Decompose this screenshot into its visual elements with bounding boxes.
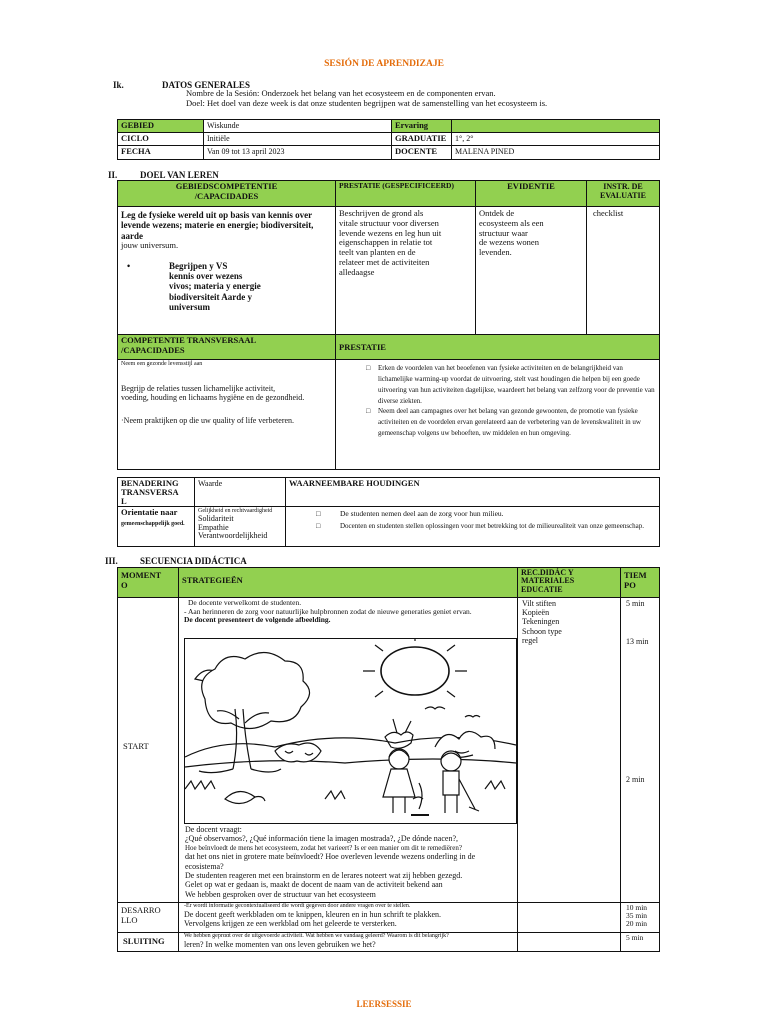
start-line-2: - Aan herinneren de zorg voor natuurlijke hulpbronnen zodat de nieuwe generaties geniet ervan.	[184, 606, 472, 616]
docente-label: DOCENTE	[391, 145, 452, 160]
closing-line-1: leren? In welke momenten van ons leven gebruiken we het?	[184, 939, 376, 949]
section-3-heading: SECUENCIA DIDÁCTICA	[140, 556, 247, 566]
graduatie-value: 1°, 2°	[451, 132, 660, 146]
attitude-2: Docenten en studenten stellen oplossingen voor met betrekking tot de milieurealiteit van onze gemeenschap.	[340, 521, 645, 530]
attitudes-cell	[285, 506, 660, 547]
section-1-number: Ik.	[113, 80, 124, 90]
bullet-icon: •	[127, 260, 131, 271]
instrument-text: checklist	[586, 206, 660, 335]
section-3-number: III.	[105, 556, 118, 566]
header-value: Waarde	[194, 477, 286, 507]
section-1-heading: DATOS GENERALES	[162, 80, 250, 90]
ervaring-label: Ervaring	[391, 119, 452, 133]
section-2-heading: DOEL VAN LEREN	[140, 170, 219, 180]
start-question-6: We hebben gesproken over de structuur van het ecosysteem	[185, 889, 376, 899]
ecosystem-drawing	[184, 638, 517, 824]
start-time-cell	[620, 597, 660, 903]
start-label: START	[123, 741, 149, 751]
header-moment: MOMENT O	[117, 567, 179, 598]
transversal-small-text: Neem een gezonde levensstijl aan	[121, 361, 203, 367]
time-5: 5 min	[620, 932, 660, 952]
closing-label: SLUITING	[117, 932, 179, 952]
header-transversal-competence: COMPETENTIE TRANSVERSAAL /CAPACIDADES	[117, 334, 336, 360]
start-moment-cell	[117, 597, 179, 903]
orientation-cell	[117, 506, 195, 547]
development-line-2: Vervolgens krijgen ze een werkblad om het geleerde te versterken.	[184, 919, 397, 929]
header-approach: BENADERING TRANSVERSA L	[117, 477, 195, 507]
checkbox-icon: □	[316, 509, 321, 518]
start-question-4: De studenten reageren met een brainstorm en de lerares noteert wat zij hebben gezegd.	[185, 871, 463, 880]
gebied-label: GEBIED	[117, 119, 204, 133]
header-performance-2: PRESTATIE	[335, 334, 660, 360]
header-performance: PRESTATIE (GESPECIFICEERD)	[335, 180, 476, 207]
start-question-1: ¿Qué observamos?, ¿Qué información tiene la imagen mostrada?, ¿De dónde nacen?,	[185, 834, 458, 844]
checkbox-icon: □	[366, 407, 371, 416]
header-observable-attitudes: WAARNEEMBARE HOUDINGEN	[285, 477, 660, 507]
transversal-cell	[117, 359, 336, 470]
header-evaluation-instrument: INSTR. DE EVALUATIE	[586, 180, 660, 207]
ervaring-value	[451, 119, 660, 133]
performance-2-item-a: Erken de voordelen van het beoefenen van fysieke activiteiten en de belangrijkheid van lichamelijke warming-up voordat de uitvoering, stelt vast houdingen die helpen bij een goede uitvoering van hun activiteiten dagelijkse, waardeert het belang van zelfzorg voor de preventie van diverse ziekten.	[378, 364, 655, 405]
capacity-text: Begrijpen y VS kennis over wezens vivos; materia y energie biodiversiteit Aarde y universum	[169, 260, 261, 313]
time-3: 2 min	[626, 775, 645, 784]
attitude-1: De studenten nemen deel aan de zorg voor hun milieu.	[340, 509, 504, 518]
start-questions	[185, 825, 515, 899]
transversal-paragraph-2: ·Neem praktijken op die uw quality of life verbeteren.	[121, 416, 295, 426]
checkbox-icon: □	[316, 521, 321, 530]
performance-text: Beschrijven de grond als vitale structuur voor diversen levende wezens en leg hun uit eigenschappen in relatie tot teelt van planten en de relateer met de activiteiten alledaagse	[335, 206, 476, 335]
session-goal: Doel: Het doel van deze week is dat onze studenten begrijpen wat de samenstelling van het ecosysteem is.	[186, 98, 548, 108]
competence-text: Leg de fysieke wereld uit op basis van kennis over levende wezens; materie en energie; biodiversiteit, aarde	[121, 210, 314, 241]
header-resources: REC.DIDÁC Y MATERIALES EDUCATIE	[517, 567, 621, 598]
ecosystem-drawing-icon	[185, 639, 516, 823]
docente-value: MALENA PINED	[451, 145, 660, 160]
page-title: SESIÓN DE APRENDIZAJE	[324, 59, 444, 69]
fecha-value: Van 09 tot 13 april 2023	[203, 145, 392, 160]
ciclo-value: Initiële	[203, 132, 392, 146]
fecha-label: FECHA	[117, 145, 204, 160]
orientation-text: Orientatie naar	[121, 507, 178, 517]
development-line-1: De docent geeft werkbladen om te knippen, kleuren en in hun schrift te plakken.	[184, 909, 442, 919]
values-list: Solidariteit Empathie Verantwoordelijkheid	[198, 513, 268, 541]
footer-title: LEERSESSIE	[356, 999, 412, 1009]
competence-cell	[117, 206, 336, 335]
evidence-text: Ontdek de ecosysteem als een structuur waar de wezens wonen levenden.	[475, 206, 587, 335]
development-strategy-cell	[178, 902, 518, 933]
start-line-1: De docente verwelkomt de studenten.	[188, 598, 302, 607]
time-2: 13 min	[626, 637, 649, 646]
closing-resources-cell	[517, 932, 621, 952]
header-strategies: STRATEGIEËN	[178, 567, 518, 598]
competence-text-2: jouw universum.	[121, 240, 179, 251]
development-label: DESARRO LLO	[117, 902, 179, 933]
start-line-3: De docent presenteert de volgende afbeelding.	[184, 615, 331, 625]
performance-2-item-b: Neem deel aan campagnes over het belang van gezonde gewoonten, de promotie van fysieke activiteiten en de voordelen ervan gerelateerd aan de verbetering van de levenskwaliteit in uw gemeenschap volgens uw behoeften, uw middelen en hun omgeving.	[378, 407, 641, 438]
time-1: 5 min	[626, 599, 645, 608]
transversal-paragraph-1: Begrijp de relaties tussen lichamelijke activiteit, voeding, houding en lichaams hygiëne en de gezondheid.	[121, 383, 305, 403]
start-question-3: dat het ons niet in grotere mate beïnvloedt? Hoe overleven levende wezens onderling in de ecosistema?	[185, 852, 476, 871]
closing-small: We hebben geprααt over de uitgevoerde activiteit. Wat hebben we vandaag geleerd? Waarom is dit belangrijk?	[184, 933, 449, 939]
orientation-sub: gemeenschappelijk goed.	[121, 520, 185, 527]
ciclo-label: CICLO	[117, 132, 204, 146]
start-question-2: Hoe beïnvloedt de mens het ecosysteem, zodat het varieert? Is er een manier om dit te remediëren?	[185, 843, 462, 852]
values-small: Gelijkheid en rechtvaardigheid	[198, 508, 273, 514]
closing-strategy-cell	[178, 932, 518, 952]
header-area-competence: GEBIEDSCOMPETENTIE /CAPACIDADES	[117, 180, 336, 207]
materials-list: Vilt stiften Kopieën Tekeningen Schoon type regel	[517, 597, 621, 903]
values-cell	[194, 506, 286, 547]
development-resources-cell	[517, 902, 621, 933]
performance-2-cell	[335, 359, 660, 470]
gebied-value: Wiskunde	[203, 119, 392, 133]
start-question-5: Gelet op wat er gedaan is, maakt de docent de naam van de activiteit bekend aan	[185, 880, 443, 890]
header-evidence: EVIDENTIE	[475, 180, 587, 207]
session-name: Nombre de la Sesión: Onderzoek het belang van het ecosysteem en de componenten ervan.	[186, 88, 496, 98]
time-4: 10 min 35 min 20 min	[620, 902, 660, 933]
checkbox-icon: □	[366, 364, 371, 372]
development-small: -Er wordt informatie gecontextualiseerd die wordt gegeven door andere vragen over te stellen.	[184, 903, 411, 909]
header-time: TIEM PO	[620, 567, 660, 598]
graduatie-label: GRADUATIE	[391, 132, 452, 146]
start-question-head: De docent vraagt:	[185, 825, 242, 834]
section-2-number: II.	[108, 170, 118, 180]
